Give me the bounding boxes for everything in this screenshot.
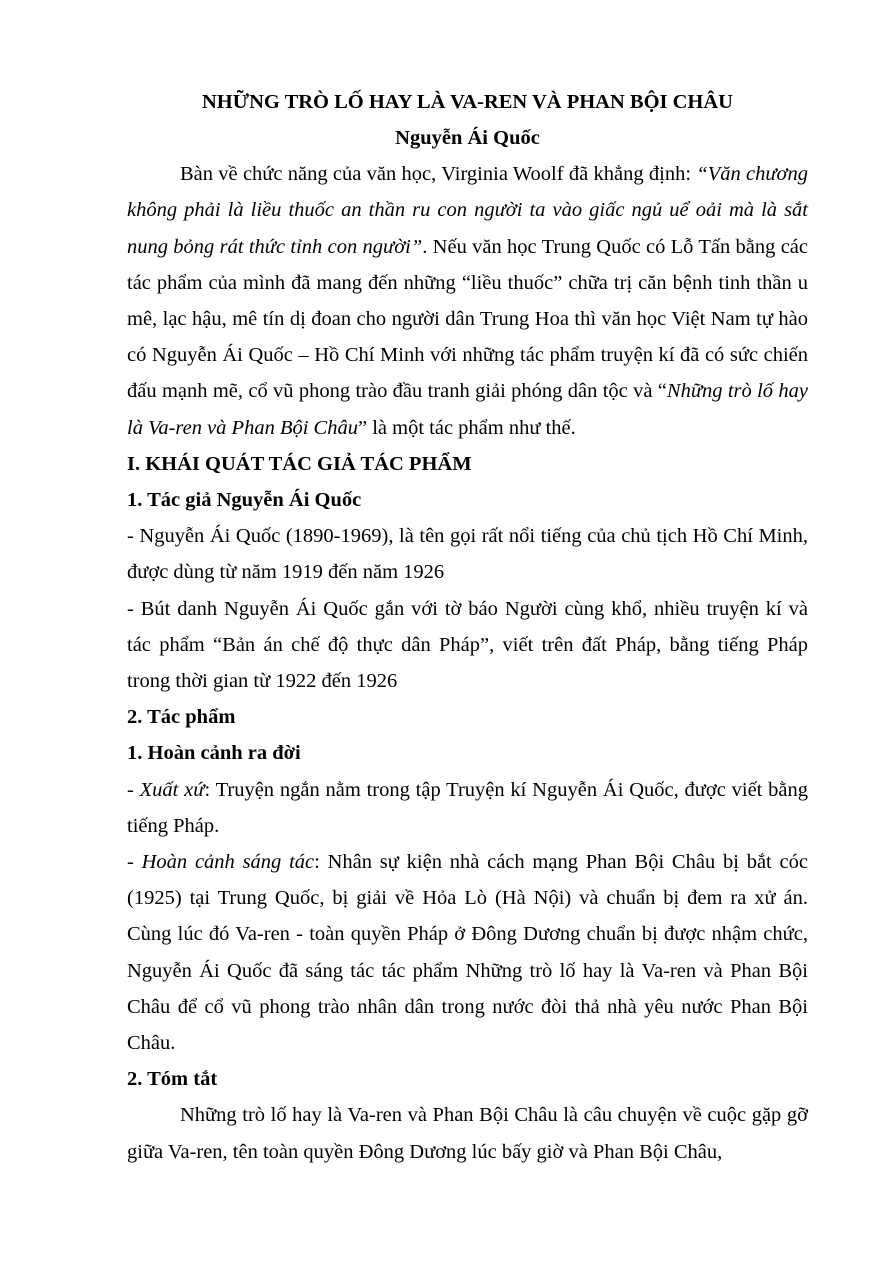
context-text: : Nhân sự kiện nhà cách mạng Phan Bội Châu bị bắt cóc (1925) tại Trung Quốc, bị giải về Hỏa Lò (Hà Nội) và chuẩn bị đem ra xử án. Cùng lúc đó Va-ren - toàn quyền Pháp ở Đông Dương chuẩn bị được nhậm chức, Nguyễn Ái Quốc đã sáng tác tác phẩm Những trò lố hay là Va-ren và Phan Bội Châu để cổ vũ phong trào nhân dân trong nước đòi thả nhà yêu nước Phan Bội Châu. (127, 851, 808, 1055)
document-title: NHỮNG TRÒ LỐ HAY LÀ VA-REN VÀ PHAN BỘI CHÂU (202, 91, 733, 113)
author-para-2: - Bút danh Nguyễn Ái Quốc gắn với tờ báo Người cùng khổ, nhiều truyện kí và tác phẩm “Bản án chế độ thực dân Pháp”, viết trên đất Pháp, bằng tiếng Pháp trong thời gian từ 1922 đến 1926 (127, 597, 808, 693)
context-paragraph: - Hoàn cảnh sáng tác: Nhân sự kiện nhà cách mạng Phan Bội Châu bị bắt cóc (1925) tại Trung Quốc, bị giải về Hỏa Lò (Hà Nội) và chuẩn bị đem ra xử án. Cùng lúc đó Va-ren - toàn quyền Pháp ở Đông Dương chuẩn bị được nhậm chức, Nguyễn Ái Quốc đã sáng tác tác phẩm Những trò lố hay là Va-ren và Phan Bội Châu để cổ vũ phong trào nhân dân trong nước đòi thả nhà yêu nước Phan Bội Châu. (127, 851, 808, 1055)
summary-paragraph: Những trò lố hay là Va-ren và Phan Bội Châu là câu chuyện về cuộc gặp gỡ giữa Va-ren, tên toàn quyền Đông Dương lúc bấy giờ và Phan Bội Châu, (127, 1104, 808, 1163)
origin-text: : Truyện ngắn nằm trong tập Truyện kí Nguyễn Ái Quốc, được viết bằng tiếng Pháp. (127, 778, 809, 837)
document-page (127, 84, 808, 1170)
woolf-quote: “Văn chương không phải là liều thuốc an thần ru con người ta vào giấc ngủ uể oải mà là sắt nung bỏng rát thức tỉnh con người” (127, 163, 808, 258)
intro-paragraph (127, 156, 808, 446)
author-name: Nguyễn Ái Quốc (395, 127, 540, 149)
context-label: Hoàn cảnh sáng tác (141, 851, 315, 874)
subheading-author: 1. Tác giả Nguyễn Ái Quốc (127, 489, 362, 512)
intro-text-2: . Nếu văn học Trung Quốc có Lỗ Tấn bằng các tác phẩm của mình đã mang đến những “liều thuốc” chữa trị căn bệnh tinh thần u mê, lạc hậu, mê tín dị đoan cho người dân Trung Hoa thì văn học Việt Nam tự hào có Nguyễn Ái Quốc – Hồ Chí Minh với những tác phẩm truyện kí đã có sức chiến đấu mạnh mẽ, cổ vũ phong trào đầu tranh giải phóng dân tộc và “ (127, 235, 809, 403)
intro-text-1: Bàn về chức năng của văn học, Virginia Woolf đã khẳng định: (180, 163, 697, 186)
author-para-1: - Nguyễn Ái Quốc (1890-1969), là tên gọi rất nổi tiếng của chủ tịch Hồ Chí Minh, được dùng từ năm 1919 đến năm 1926 (127, 525, 808, 584)
origin-paragraph: - Xuất xứ: Truyện ngắn nằm trong tập Truyện kí Nguyễn Ái Quốc, được viết bằng tiếng Pháp. (127, 778, 809, 837)
subheading-summary: 2. Tóm tắt (127, 1068, 218, 1091)
work-title: Những trò lố hay là Va-ren và Phan Bội Châu (127, 380, 808, 439)
section-heading-overview: I. KHÁI QUÁT TÁC GIẢ TÁC PHẨM (127, 452, 472, 475)
subheading-work: 2. Tác phẩm (127, 706, 236, 729)
intro-text-3: ” là một tác phẩm như thế. (357, 416, 576, 439)
origin-label: Xuất xứ (139, 778, 205, 801)
subheading-context: 1. Hoàn cảnh ra đời (127, 742, 301, 765)
